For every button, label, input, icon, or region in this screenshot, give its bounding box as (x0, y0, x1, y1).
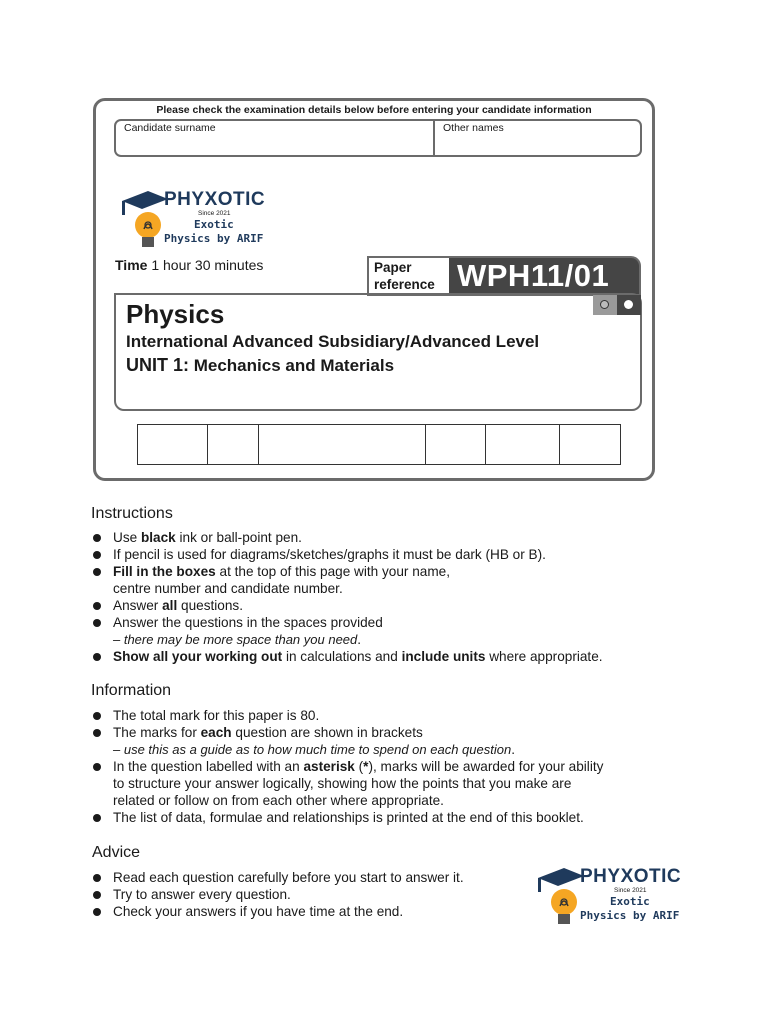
logo-byline: Physics by ARIF (580, 909, 680, 922)
information-list (92, 707, 692, 826)
paper-reference (367, 256, 641, 296)
list-item: Show all your working out in calculations and include units where appropriate. (92, 648, 692, 665)
logo-byline: Physics by ARIF (164, 232, 264, 245)
time-value: 1 hour 30 minutes (147, 257, 264, 273)
logo-since: Since 2021 (198, 210, 231, 217)
subject-level: International Advanced Subsidiary/Advanced Level (126, 332, 540, 351)
candidate-details-frame (93, 98, 655, 481)
time-label: Time (115, 257, 148, 273)
graduation-cap-bulb-icon (120, 189, 170, 253)
phyxotic-logo-bottom (534, 866, 694, 930)
check-note: Please check the examination details below before entering your candidate information (156, 104, 592, 116)
list-item: If pencil is used for diagrams/sketches/graphs it must be dark (HB or B). (92, 546, 692, 563)
candidate-number-grid[interactable] (137, 424, 621, 465)
paper-label-line1: Paper (374, 260, 412, 275)
other-names-label: Other names (443, 122, 504, 134)
instructions-list (92, 529, 692, 665)
exam-time (115, 257, 263, 273)
list-item: Answer all questions. (92, 597, 692, 614)
candidate-surname-label: Candidate surname (124, 122, 216, 134)
list-item: In the question labelled with an asterisk (*), marks will be awarded for your ability to structure your answer logically, showing how the points that you make are related or follow on from each other where appropriate. (92, 758, 692, 809)
paper-label-line2: reference (374, 277, 435, 292)
graduation-cap-bulb-icon (536, 866, 586, 930)
subject-unit (126, 355, 394, 376)
tier-dot-filled-icon (617, 295, 641, 315)
logo-brand: PHYXOTIC (580, 866, 682, 887)
list-item: Try to answer every question. (92, 886, 512, 903)
unit-prefix: UNIT 1: (126, 355, 189, 375)
phyxotic-logo (118, 189, 278, 253)
logo-brand: PHYXOTIC (164, 189, 266, 210)
logo-since: Since 2021 (614, 887, 647, 894)
paper-code: WPH11/01 (457, 258, 610, 293)
list-item: The total mark for this paper is 80. (92, 707, 692, 724)
candidate-name-box (114, 119, 642, 157)
list-item: Read each question carefully before you start to answer it. (92, 869, 512, 886)
list-item: Answer the questions in the spaces provided – there may be more space than you need. (92, 614, 692, 648)
information-heading: Information (91, 682, 172, 699)
list-item: Use black ink or ball-point pen. (92, 529, 692, 546)
advice-heading: Advice (92, 844, 141, 861)
name-divider (433, 121, 435, 155)
instructions-heading: Instructions (91, 505, 173, 522)
list-item: The marks for each question are shown in brackets – use this as a guide as to how much time to spend on each question. (92, 724, 692, 758)
unit-name: Mechanics and Materials (189, 356, 395, 375)
subject-title: Physics (126, 299, 225, 329)
list-item: Fill in the boxes at the top of this page with your name, centre number and candidate number. (92, 563, 692, 597)
advice-list (92, 869, 512, 920)
list-item: Check your answers if you have time at the end. (92, 903, 512, 920)
paper-reference-label (369, 258, 449, 294)
subject-box (114, 293, 642, 411)
list-item: The list of data, formulae and relationships is printed at the end of this booklet. (92, 809, 692, 826)
tier-indicator (593, 295, 641, 315)
tier-dot-empty-icon (593, 295, 617, 315)
logo-exotic: Exotic (610, 895, 650, 908)
logo-exotic: Exotic (194, 218, 234, 231)
